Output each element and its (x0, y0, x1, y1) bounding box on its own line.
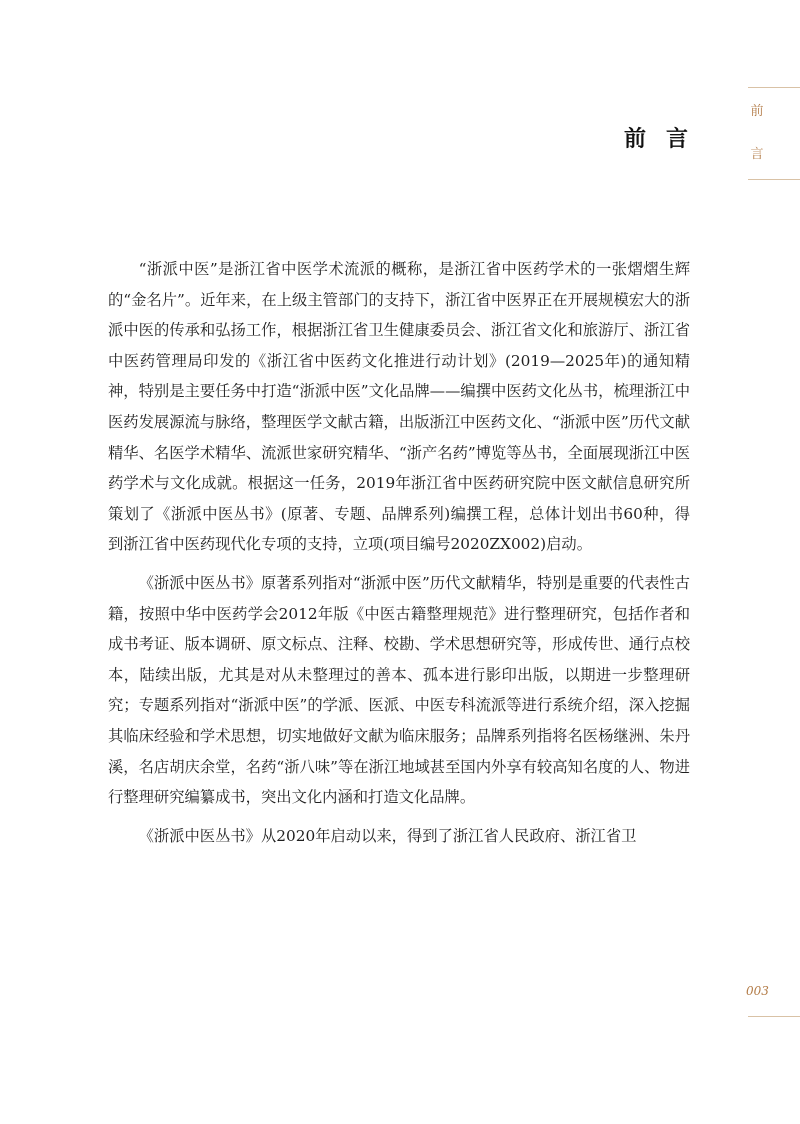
page-title: 前言 (623, 126, 708, 152)
page-number: 003 (746, 984, 769, 998)
page-number-rule (748, 1016, 800, 1017)
side-header-top-rule (748, 87, 800, 88)
paragraph-2: 《浙派中医丛书》原著系列指对“浙派中医”历代文献精华，特别是重要的代表性古籍，按照中华中医药学会2012年版《中医古籍整理规范》进行整理研究，包括作者和成书考证、版本调研、原文标点、注释、校勘、学术思想研究等，形成传世、通行点校本，陆续出版，尤其是对从未整理过的善本、孤本进行影印出版，以期进一步整理研究；专题系列指对“浙派中医”的学派、医派、中医专科流派等进行系统介绍，深入挖掘其临床经验和学术思想，切实地做好文献为临床服务；品牌系列指将名医杨继洲、朱丹溪，名店胡庆余堂，名药“浙八味”等在浙江地域甚至国内外享有较高知名度的人、物进行整理研究编纂成书，突出文化内涵和打造文化品牌。 (108, 573, 690, 807)
side-header-char-1: 前 (750, 104, 764, 119)
side-header-bottom-rule (748, 179, 800, 180)
body-text (108, 254, 690, 859)
side-header-char-2: 言 (750, 147, 764, 162)
paragraph-1: “浙派中医”是浙江省中医学术流派的概称，是浙江省中医药学术的一张熠熠生辉的“金名片”。近年来，在上级主管部门的支持下，浙江省中医界正在开展规模宏大的浙派中医的传承和弘扬工作，根据浙江省卫生健康委员会、浙江省文化和旅游厅、浙江省中医药管理局印发的《浙江省中医药文化推进行动计划》(2019—2025年)的通知精神，特别是主要任务中打造“浙派中医”文化品牌——编撰中医药文化丛书，梳理浙江中医药发展源流与脉络，整理医学文献古籍，出版浙江中医药文化、“浙派中医”历代文献精华、名医学术精华、流派世家研究精华、“浙产名药”博览等丛书，全面展现浙江中医药学术与文化成就。根据这一任务，2019年浙江省中医药研究院中医文献信息研究所策划了《浙派中医丛书》(原著、专题、品牌系列)编撰工程，总体计划出书60种，得到浙江省中医药现代化专项的支持，立项(项目编号2020ZX002)启动。 (108, 260, 690, 554)
paragraph-3: 《浙派中医丛书》从2020年启动以来，得到了浙江省人民政府、浙江省卫 (138, 826, 637, 845)
